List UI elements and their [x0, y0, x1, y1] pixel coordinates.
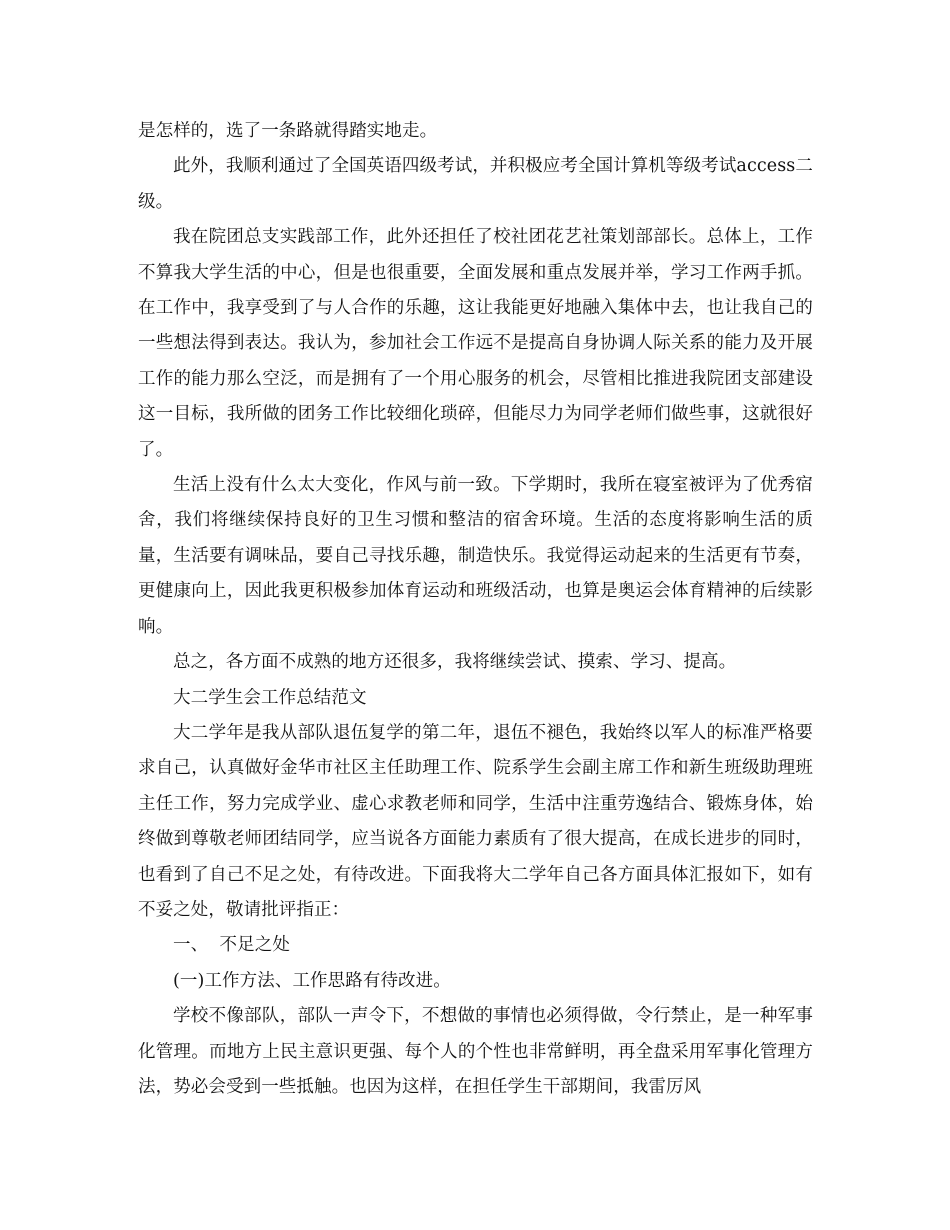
paragraph-3: 我在院团总支实践部工作，此外还担任了校社团花艺社策划部部长。总体上，工作不算我大学生活的中心，但是也很重要，全面发展和重点发展并举，学习工作两手抓。在工作中，我享受到了与人合作的乐趣，这让我能更好地融入集体中去，也让我自己的一些想法得到表达。我认为，参加社会工作远不是提高自身协调人际关系的能力及开展工作的能力那么空泛，而是拥有了一个用心服务的机会，尽管相比推进我院团支部建设这一目标，我所做的团务工作比较细化琐碎，但能尽力为同学老师们做些事，这就很好了。	[138, 227, 813, 460]
subsection-heading-1: 一、 不足之处	[173, 935, 290, 956]
paragraph-2: 此外，我顺利通过了全国英语四级考试，并积极应考全国计算机等级考试access二级。	[138, 156, 813, 212]
subsection-heading-2: (一)工作方法、工作思路有待改进。	[173, 970, 451, 991]
document-body	[138, 114, 813, 1105]
section-title: 大二学生会工作总结范文	[173, 687, 367, 708]
paragraph-7: 学校不像部队，部队一声令下，不想做的事情也必须得做，令行禁止，是一种军事化管理。而地方上民主意识更强、每个人的个性也非常鲜明，再全盘采用军事化管理方法，势必会受到一些抵触。也因为这样，在担任学生干部期间，我雷厉风	[138, 1006, 813, 1097]
paragraph-1: 是怎样的，选了一条路就得踏实地走。	[138, 121, 438, 141]
paragraph-4: 生活上没有什么太大变化，作风与前一致。下学期时，我所在寝室被评为了优秀宿舍，我们将继续保持良好的卫生习惯和整洁的宿舍环境。生活的态度将影响生活的质量，生活要有调味品，要自己寻找乐趣，制造快乐。我觉得运动起来的生活更有节奏，更健康向上，因此我更积极参加体育运动和班级活动，也算是奥运会体育精神的后续影响。	[138, 475, 813, 637]
paragraph-5: 总之，各方面不成熟的地方还很多，我将继续尝试、摸索、学习、提高。	[173, 652, 737, 673]
paragraph-6: 大二学年是我从部队退伍复学的第二年，退伍不褪色，我始终以军人的标准严格要求自己，认真做好金华市社区主任助理工作、院系学生会副主席工作和新生班级助理班主任工作，努力完成学业、虚心求教老师和同学，生活中注重劳逸结合、锻炼身体，始终做到尊敬老师团结同学，应当说各方面能力素质有了很大提高，在成长进步的同时，也看到了自己不足之处，有待改进。下面我将大二学年自己各方面具体汇报如下，如有不妥之处，敬请批评指正：	[138, 722, 813, 920]
